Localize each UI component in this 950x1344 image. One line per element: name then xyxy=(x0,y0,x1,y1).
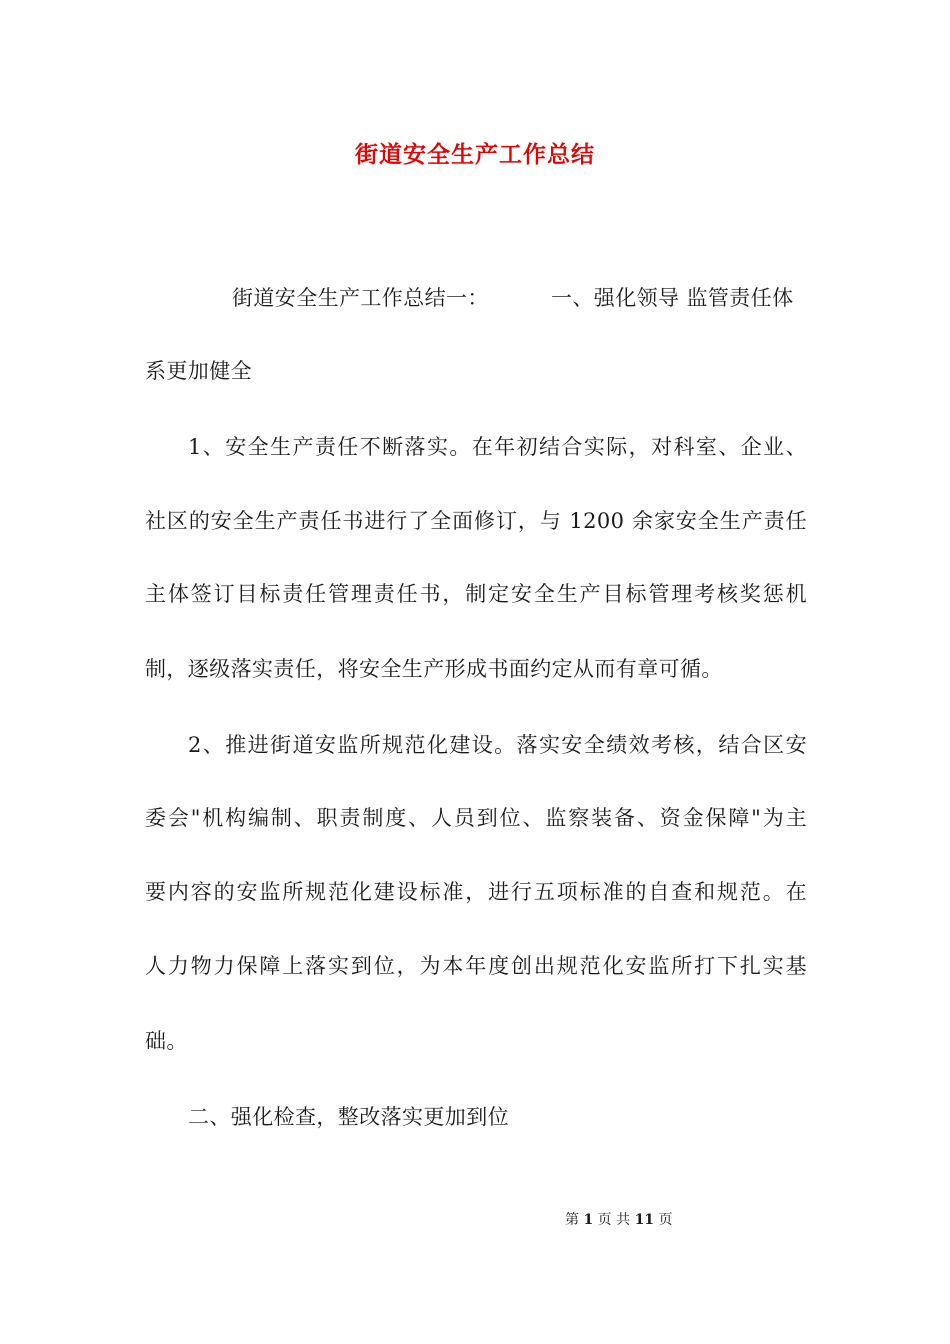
paragraph-intro-part1: 街道安全生产工作总结一： xyxy=(232,286,489,310)
paragraph-2-line2: 委会"机构编制、职责制度、人员到位、监察装备、资金保障"为主 xyxy=(145,806,807,830)
paragraph-1-line4: 制，逐级落实责任，将安全生产形成书面约定从而有章可循。 xyxy=(145,657,723,681)
paragraph-1-line2: 社区的安全生产责任书进行了全面修订，与 1200 余家安全生产责任 xyxy=(145,509,807,533)
document-title: 街道安全生产工作总结 xyxy=(355,141,595,168)
paragraph-1-line3: 主体签订目标责任管理责任书，制定安全生产目标管理考核奖惩机 xyxy=(145,582,807,606)
footer-page-number: 1 xyxy=(583,1212,594,1228)
paragraph-1-line1: 1、安全生产责任不断落实。在年初结合实际，对科室、企业、 xyxy=(188,435,807,459)
paragraph-intro-part2: 一、强化领导 监管责任体 xyxy=(551,286,794,310)
footer-total-pages: 11 xyxy=(634,1212,655,1228)
paragraph-2-line4: 人力物力保障上落实到位，为本年度创出规范化安监所打下扎实基 xyxy=(145,954,807,978)
paragraph-intro-cont: 系更加健全 xyxy=(145,359,252,383)
footer-suffix: 页 xyxy=(658,1212,673,1228)
footer-middle: 页 共 xyxy=(597,1212,631,1228)
paragraph-2-line1: 2、推进街道安监所规范化建设。落实安全绩效考核，结合区安 xyxy=(188,733,807,757)
footer-prefix: 第 xyxy=(565,1212,579,1228)
page-footer xyxy=(565,1209,673,1229)
paragraph-2-line5: 础。 xyxy=(145,1029,188,1053)
paragraph-2-line3: 要内容的安监所规范化建设标准，进行五项标准的自查和规范。在 xyxy=(145,880,807,904)
section-2-heading: 二、强化检查，整改落实更加到位 xyxy=(188,1105,509,1129)
